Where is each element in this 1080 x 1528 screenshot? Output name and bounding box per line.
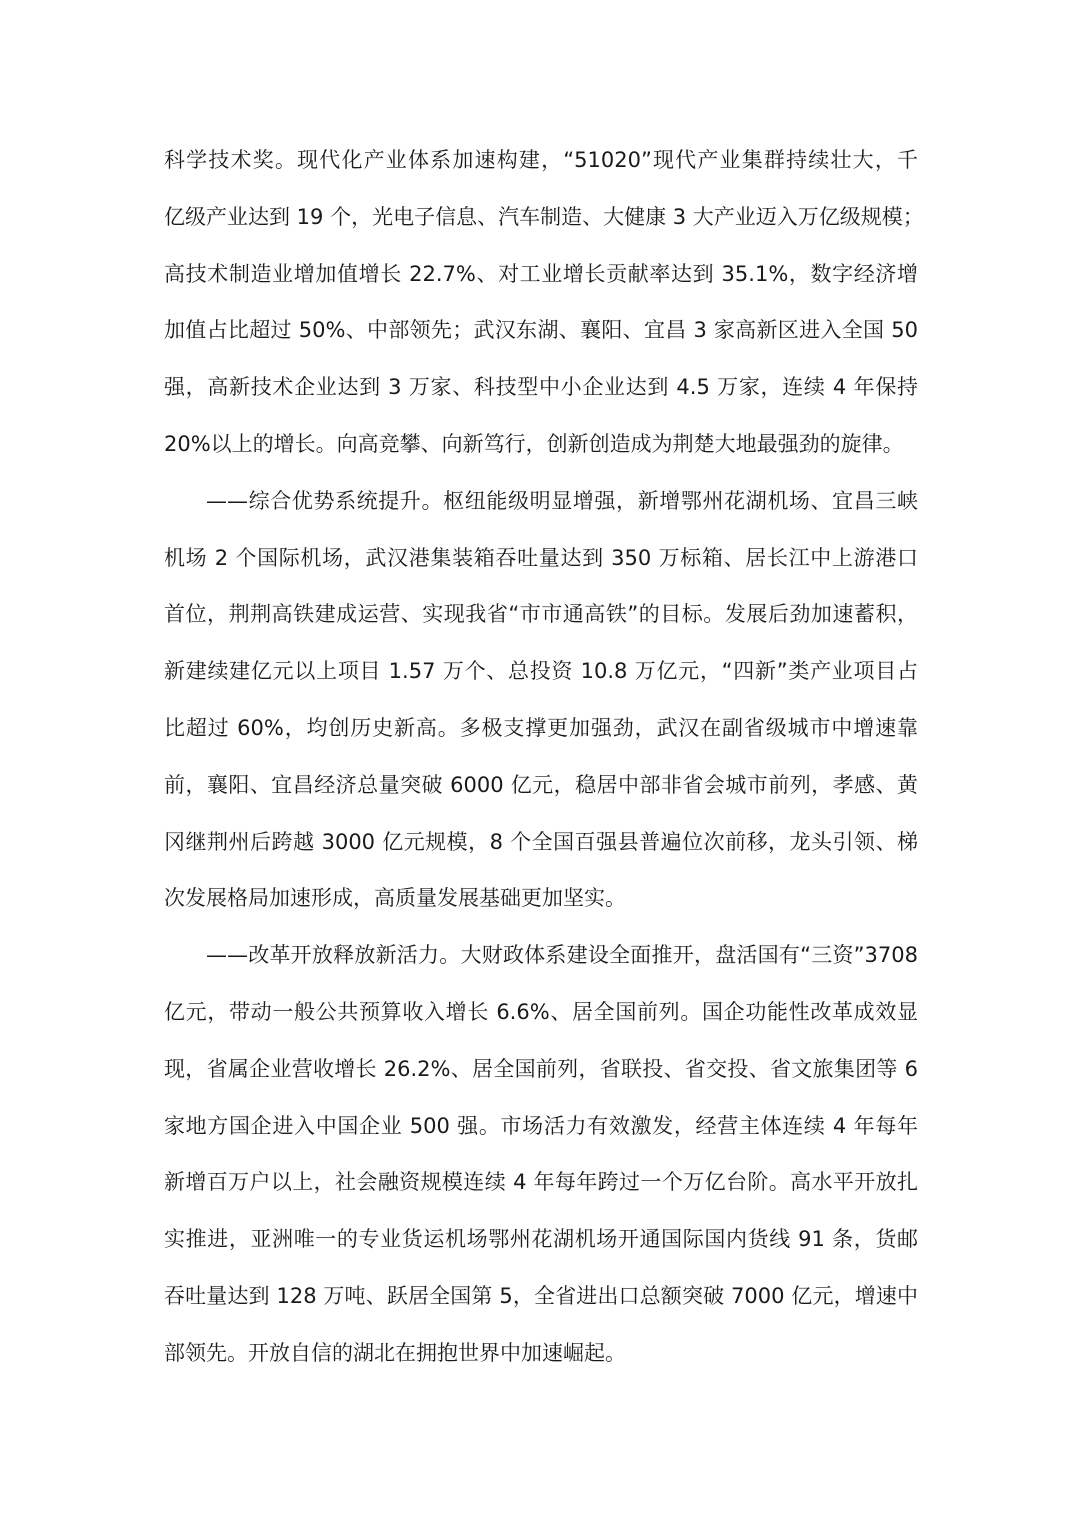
- text-line: 高技术制造业增加值增长 22.7%、对工业增长贡献率达到 35.1%，数字经济增: [164, 261, 918, 286]
- text-line: 20%以上的增长。向高竞攀、向新笃行，创新创造成为荆楚大地最强劲的旋律。: [164, 431, 904, 456]
- text-line: 科学技术奖。现代化产业体系加速构建，“51020”现代产业集群持续壮大，千: [164, 148, 918, 172]
- paragraph-comprehensive-advantage: [164, 473, 918, 927]
- text-line: 亿级产业达到 19 个，光电子信息、汽车制造、大健康 3 大产业迈入万亿级规模；: [164, 204, 924, 229]
- text-line: 前，襄阳、宜昌经济总量突破 6000 亿元，稳居中部非省会城市前列，孝感、黄: [164, 772, 918, 797]
- text-line: 实推进，亚洲唯一的专业货运机场鄂州花湖机场开通国际国内货线 91 条，货邮: [164, 1227, 918, 1252]
- document-page: [164, 132, 924, 1382]
- text-line: 亿元，带动一般公共预算收入增长 6.6%、居全国前列。国企功能性改革成效显: [164, 999, 918, 1024]
- text-line: 机场 2 个国际机场，武汉港集装箱吞吐量达到 350 万标箱、居长江中上游港口: [164, 545, 918, 570]
- text-line: 冈继荆州后跨越 3000 亿元规模，8 个全国百强县普遍位次前移，龙头引领、梯: [164, 829, 918, 854]
- paragraph-innovation: [164, 132, 924, 473]
- text-line: 次发展格局加速形成，高质量发展基础更加坚实。: [164, 886, 626, 911]
- text-line: 首位，荆荆高铁建成运营、实现我省“市市通高铁”的目标。发展后劲加速蓄积，: [164, 602, 918, 627]
- text-line: 家地方国企进入中国企业 500 强。市场活力有效激发，经营主体连续 4 年每年: [164, 1113, 918, 1138]
- text-line: ——改革开放释放新活力。大财政体系建设全面推开，盘活国有“三资”3708: [206, 943, 918, 968]
- text-line: 吞吐量达到 128 万吨、跃居全国第 5，全省进出口总额突破 7000 亿元，增速中: [164, 1283, 918, 1308]
- text-line: 新增百万户以上，社会融资规模连续 4 年每年跨过一个万亿台阶。高水平开放扎: [164, 1170, 918, 1195]
- text-line: 比超过 60%，均创历史新高。多极支撑更加强劲，武汉在副省级城市中增速靠: [164, 715, 918, 740]
- text-line: 现，省属企业营收增长 26.2%、居全国前列，省联投、省交投、省文旅集团等 6: [164, 1056, 918, 1081]
- text-line: 加值占比超过 50%、中部领先；武汉东湖、襄阳、宜昌 3 家高新区进入全国 50: [164, 318, 918, 343]
- text-line: 强，高新技术企业达到 3 万家、科技型中小企业达到 4.5 万家，连续 4 年保持: [164, 375, 918, 400]
- text-line: 部领先。开放自信的湖北在拥抱世界中加速崛起。: [164, 1340, 626, 1365]
- text-line: 新建续建亿元以上项目 1.57 万个、总投资 10.8 万亿元，“四新”类产业项目占: [164, 659, 918, 684]
- text-line: ——综合优势系统提升。枢纽能级明显增强，新增鄂州花湖机场、宜昌三峡: [206, 488, 918, 513]
- paragraph-reform-opening: [164, 927, 918, 1381]
